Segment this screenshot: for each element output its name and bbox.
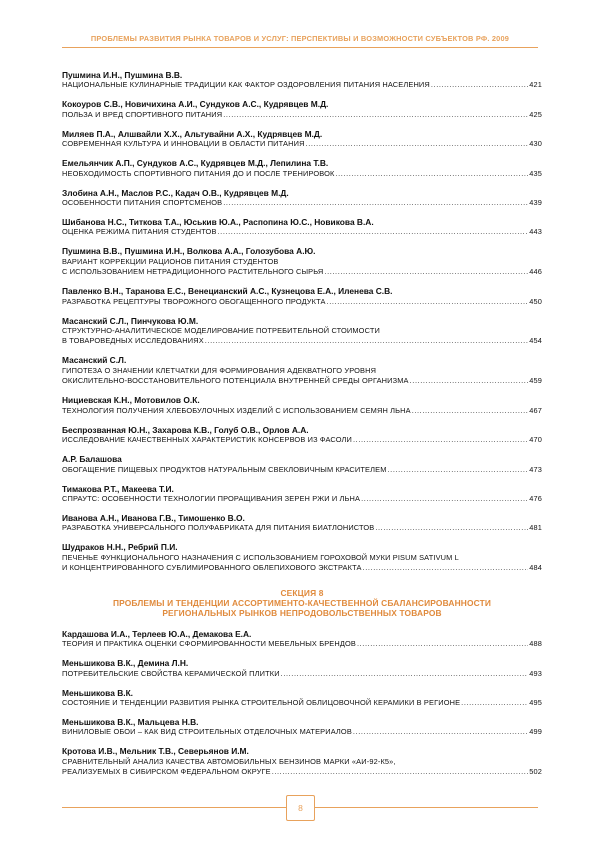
toc-entry-title-text: ТЕОРИЯ И ПРАКТИКА ОЦЕНКИ СФОРМИРОВАННОСТИ МЕБЕЛЬНЫХ БРЕНДОВ bbox=[62, 639, 356, 649]
toc-entry[interactable] bbox=[62, 513, 542, 534]
section-number: СЕКЦИЯ 8 bbox=[280, 587, 324, 598]
toc-entry-page-number: 484 bbox=[529, 563, 542, 573]
toc-entry-title-last-line bbox=[62, 110, 542, 120]
toc-entry-authors: Иванова А.Н., Иванова Г.В., Тимошенко В.О. bbox=[62, 512, 245, 523]
toc-entry[interactable] bbox=[62, 246, 542, 277]
toc-entry[interactable] bbox=[62, 425, 542, 446]
header-rule bbox=[62, 47, 538, 48]
toc-entry-title-last-line bbox=[62, 80, 542, 90]
toc-entry[interactable] bbox=[62, 129, 542, 150]
dot-leader bbox=[388, 465, 529, 475]
toc-entry[interactable] bbox=[62, 454, 542, 475]
toc-entry-title-text: И КОНЦЕНТРИРОВАННОГО СУБЛИМИРОВАННОГО ОБЛЕПИХОВОГО ЭКСТРАКТА bbox=[62, 563, 362, 573]
toc-entry-title-line: ВАРИАНТ КОРРЕКЦИИ РАЦИОНОВ ПИТАНИЯ СТУДЕНТОВ bbox=[62, 256, 279, 266]
toc-entry-authors: Шибанова Н.С., Титкова Т.А., Юськив Ю.А., Распопина Ю.С., Новикова В.А. bbox=[62, 217, 374, 228]
toc-entry-title-last-line bbox=[62, 406, 542, 416]
toc-entry-title-text: ВИНИЛОВЫЕ ОБОИ – КАК ВИД СТРОИТЕЛЬНЫХ ОТДЕЛОЧНЫХ МАТЕРИАЛОВ bbox=[62, 727, 352, 737]
toc-entry-title-last-line bbox=[62, 698, 542, 708]
toc-entry[interactable] bbox=[62, 70, 542, 91]
dot-leader bbox=[410, 376, 529, 386]
toc-entry-authors: Павленко В.Н., Таранова Е.С., Венецианский А.С., Кузнецова Е.А., Иленева С.В. bbox=[62, 286, 393, 297]
toc-entry-authors: А.Р. Балашова bbox=[62, 454, 122, 465]
toc-entry[interactable] bbox=[62, 316, 542, 347]
dot-leader bbox=[461, 698, 528, 708]
toc-entry-title-last-line bbox=[62, 435, 542, 445]
toc-entry-title-text: РАЗРАБОТКА УНИВЕРСАЛЬНОГО ПОЛУФАБРИКАТА ДЛЯ ПИТАНИЯ БИАТЛОНИСТОВ bbox=[62, 523, 375, 533]
toc-entry-page-number: 446 bbox=[529, 267, 542, 277]
toc-entry-authors: Пушмина В.В., Пушмина И.Н., Волкова А.А., Голозубова А.Ю. bbox=[62, 246, 316, 257]
toc-entry-page-number: 481 bbox=[529, 523, 542, 533]
toc-entry-title-last-line bbox=[62, 169, 542, 179]
toc-entry-page-number: 473 bbox=[529, 464, 542, 474]
table-of-contents bbox=[62, 70, 542, 786]
dot-leader bbox=[353, 727, 528, 737]
toc-entry-title-text: ПОТРЕБИТЕЛЬСКИЕ СВОЙСТВА КЕРАМИЧЕСКОЙ ПЛИТКИ bbox=[62, 668, 280, 678]
toc-entry-page-number: 443 bbox=[529, 227, 542, 237]
toc-entry-page-number: 488 bbox=[529, 639, 542, 649]
toc-entry-authors: Масанский С.Л., Пинчукова Ю.М. bbox=[62, 315, 199, 326]
toc-entry-authors: Емельянчик А.П., Сундуков А.С., Кудрявцев М.Д., Лепилина Т.В. bbox=[62, 158, 329, 169]
toc-entry[interactable] bbox=[62, 542, 542, 573]
toc-entry-authors: Кардашова И.А., Терлеев Ю.А., Демакова Е.А. bbox=[62, 628, 252, 639]
toc-entry-authors: Шудраков Н.Н., Ребрий П.И. bbox=[62, 542, 178, 553]
toc-entry-title-text: ИССЛЕДОВАНИЕ КАЧЕСТВЕННЫХ ХАРАКТЕРИСТИК КОНСЕРВОВ ИЗ ФАСОЛИ bbox=[62, 435, 353, 445]
toc-entry-page-number: 493 bbox=[529, 668, 542, 678]
toc-entries-group-a bbox=[62, 70, 542, 574]
toc-entry-title-last-line bbox=[62, 139, 542, 149]
section-heading bbox=[62, 588, 542, 619]
dot-leader bbox=[205, 336, 528, 346]
toc-entry-title-line: ПЕЧЕНЬЕ ФУНКЦИОНАЛЬНОГО НАЗНАЧЕНИЯ С ИСПОЛЬЗОВАНИЕМ ГОРОХОВОЙ МУКИ PISUM SATIVUM L bbox=[62, 552, 459, 562]
toc-entry-page-number: 476 bbox=[529, 493, 542, 503]
toc-entry-title-text: СОСТОЯНИЕ И ТЕНДЕНЦИИ РАЗВИТИЯ РЫНКА СТРОИТЕЛЬНОЙ ОБЛИЦОВОЧНОЙ КЕРАМИКИ В РЕГИОНЕ bbox=[62, 697, 461, 707]
toc-entry[interactable] bbox=[62, 355, 542, 386]
toc-entry-title-text: ОКИСЛИТЕЛЬНО-ВОССТАНОВИТЕЛЬНОГО ПОТЕНЦИАЛА ВНУТРЕННЕЙ СРЕДЫ ОРГАНИЗМА bbox=[62, 376, 409, 386]
toc-entry-title-text: С ИСПОЛЬЗОВАНИЕМ НЕТРАДИЦИОННОГО РАСТИТЕЛЬНОГО СЫРЬЯ bbox=[62, 267, 324, 277]
toc-entry-title-text: ОБОГАЩЕНИЕ ПИЩЕВЫХ ПРОДУКТОВ НАТУРАЛЬНЫМ СВЕКЛОВИЧНЫМ КРАСИТЕЛЕМ bbox=[62, 464, 387, 474]
toc-entry-page-number: 495 bbox=[529, 697, 542, 707]
toc-entry-title-last-line bbox=[62, 267, 542, 277]
toc-entry-page-number: 425 bbox=[529, 109, 542, 119]
toc-entry-title-last-line bbox=[62, 727, 542, 737]
toc-entry-page-number: 502 bbox=[529, 767, 542, 777]
dot-leader bbox=[223, 198, 528, 208]
toc-entry-authors: Беспрозванная Ю.Н., Захарова К.В., Голуб О.В., Орлов А.А. bbox=[62, 424, 309, 435]
dot-leader bbox=[327, 297, 529, 307]
toc-entry-title-line: ГИПОТЕЗА О ЗНАЧЕНИИ КЛЕТЧАТКИ ДЛЯ ФОРМИРОВАНИЯ АДЕКВАТНОГО УРОВНЯ bbox=[62, 365, 377, 375]
toc-entry-title-text: СПРАУТС: ОСОБЕННОСТИ ТЕХНОЛОГИИ ПРОРАЩИВАНИЯ ЗЕРЕН РЖИ И ЛЬНА bbox=[62, 493, 361, 503]
toc-entry[interactable] bbox=[62, 746, 542, 777]
toc-entry-authors: Миляев П.А., Алшвайли Х.Х., Альтувайни А.Х., Кудрявцев М.Д. bbox=[62, 128, 323, 139]
toc-entry-page-number: 435 bbox=[529, 168, 542, 178]
dot-leader bbox=[361, 494, 528, 504]
toc-entry-authors: Масанский С.Л. bbox=[62, 355, 127, 366]
toc-entry-title-last-line bbox=[62, 376, 542, 386]
toc-entry-title-text: В ТОВАРОВЕДНЫХ ИССЛЕДОВАНИЯХ bbox=[62, 336, 204, 346]
toc-entry-title-last-line bbox=[62, 639, 542, 649]
dot-leader bbox=[335, 169, 528, 179]
toc-entry-authors: Меньшикова В.К., Демина Л.Н. bbox=[62, 658, 189, 669]
dot-leader bbox=[218, 227, 529, 237]
running-header: ПРОБЛЕМЫ РАЗВИТИЯ РЫНКА ТОВАРОВ И УСЛУГ: ПЕРСПЕКТИВЫ И ВОЗМОЖНОСТИ СУБЪЕКТОВ РФ. 2009 bbox=[90, 34, 510, 43]
toc-entry-title-last-line bbox=[62, 465, 542, 475]
toc-entry-title-text: РАЗРАБОТКА РЕЦЕПТУРЫ ТВОРОЖНОГО ОБОГАЩЕННОГО ПРОДУКТА bbox=[62, 296, 326, 306]
toc-entry-authors: Меньшикова В.К. bbox=[62, 687, 134, 698]
section-title-line-2: РЕГИОНАЛЬНЫХ РЫНКОВ НЕПРОДОВОЛЬСТВЕННЫХ ТОВАРОВ bbox=[162, 608, 442, 619]
toc-entry-page-number: 470 bbox=[529, 435, 542, 445]
toc-entry-title-text: НАЦИОНАЛЬНЫЕ КУЛИНАРНЫЕ ТРАДИЦИИ КАК ФАКТОР ОЗДОРОВЛЕНИЯ ПИТАНИЯ НАСЕЛЕНИЯ bbox=[62, 80, 430, 90]
dot-leader bbox=[375, 523, 528, 533]
toc-entry-title-line: СТРУКТУРНО-АНАЛИТИЧЕСКОЕ МОДЕЛИРОВАНИЕ ПОТРЕБИТЕЛЬНОЙ СТОИМОСТИ bbox=[62, 326, 380, 336]
toc-entry[interactable] bbox=[62, 395, 542, 416]
toc-entry-authors: Меньшикова В.К., Мальцева Н.В. bbox=[62, 716, 199, 727]
toc-entry[interactable] bbox=[62, 217, 542, 238]
toc-entry-title-last-line bbox=[62, 494, 542, 504]
toc-entry[interactable] bbox=[62, 188, 542, 209]
toc-entry-title-last-line bbox=[62, 669, 542, 679]
toc-entry-title-line: СРАВНИТЕЛЬНЫЙ АНАЛИЗ КАЧЕСТВА АВТОМОБИЛЬНЫХ БЕНЗИНОВ МАРКИ «АИ-92-К5», bbox=[62, 756, 396, 766]
dot-leader bbox=[223, 110, 528, 120]
dot-leader bbox=[272, 767, 529, 777]
dot-leader bbox=[412, 406, 529, 416]
toc-entry-title-last-line bbox=[62, 297, 542, 307]
toc-entry-page-number: 454 bbox=[529, 336, 542, 346]
dot-leader bbox=[363, 563, 529, 573]
section-title-line-1: ПРОБЛЕМЫ И ТЕНДЕНЦИИ АССОРТИМЕНТО-КАЧЕСТВЕННОЙ СБАЛАНСИРОВАННОСТИ bbox=[112, 597, 492, 608]
toc-entry-title-last-line bbox=[62, 523, 542, 533]
toc-entry[interactable] bbox=[62, 717, 542, 738]
toc-entry-page-number: 499 bbox=[529, 727, 542, 737]
toc-entry-title-text: ОЦЕНКА РЕЖИМА ПИТАНИЯ СТУДЕНТОВ bbox=[62, 227, 217, 237]
dot-leader bbox=[324, 267, 528, 277]
toc-entry-title-text: РЕАЛИЗУЕМЫХ В СИБИРСКОМ ФЕДЕРАЛЬНОМ ОКРУГЕ bbox=[62, 767, 271, 777]
footer-rule-left bbox=[62, 807, 286, 808]
toc-entry-title-last-line bbox=[62, 198, 542, 208]
toc-entry-title-text: ОСОБЕННОСТИ ПИТАНИЯ СПОРТСМЕНОВ bbox=[62, 198, 223, 208]
toc-entry-page-number: 421 bbox=[529, 80, 542, 90]
toc-entry-authors: Кротова И.В., Мельник Т.В., Северьянов И.М. bbox=[62, 746, 249, 757]
dot-leader bbox=[357, 639, 528, 649]
toc-entry-authors: Тимакова Р.Т., Макеева Т.И. bbox=[62, 483, 174, 494]
toc-entry-title-last-line bbox=[62, 563, 542, 573]
toc-entry-page-number: 459 bbox=[529, 376, 542, 386]
toc-entry-authors: Нициевская К.Н., Мотовилов О.К. bbox=[62, 395, 200, 406]
toc-entry-page-number: 430 bbox=[529, 139, 542, 149]
toc-entry-title-text: ПОЛЬЗА И ВРЕД СПОРТИВНОГО ПИТАНИЯ bbox=[62, 109, 223, 119]
footer-rule-right bbox=[315, 807, 538, 808]
toc-entry-authors: Кокоуров С.В., Новичихина А.И., Сундуков А.С., Кудрявцев М.Д. bbox=[62, 99, 329, 110]
toc-entry[interactable] bbox=[62, 99, 542, 120]
toc-entry-title-last-line bbox=[62, 336, 542, 346]
toc-entry-page-number: 439 bbox=[529, 198, 542, 208]
dot-leader bbox=[431, 80, 528, 90]
toc-entry-title-text: ТЕХНОЛОГИЯ ПОЛУЧЕНИЯ ХЛЕБОБУЛОЧНЫХ ИЗДЕЛИЙ С ИСПОЛЬЗОВАНИЕМ СЕМЯН ЛЬНА bbox=[62, 405, 411, 415]
toc-entry-authors: Злобина А.Н., Маслов Р.С., Кадач О.В., Кудрявцев М.Д. bbox=[62, 187, 289, 198]
toc-entry[interactable] bbox=[62, 484, 542, 505]
toc-entry[interactable] bbox=[62, 286, 542, 307]
toc-entry[interactable] bbox=[62, 658, 542, 679]
toc-entry-title-last-line bbox=[62, 227, 542, 237]
toc-entry[interactable] bbox=[62, 158, 542, 179]
toc-entry[interactable] bbox=[62, 688, 542, 709]
toc-entry-title-last-line bbox=[62, 767, 542, 777]
toc-entry-title-text: НЕОБХОДИМОСТЬ СПОРТИВНОГО ПИТАНИЯ ДО И ПОСЛЕ ТРЕНИРОВОК bbox=[62, 168, 335, 178]
toc-entry-page-number: 467 bbox=[529, 405, 542, 415]
page-number: 8 bbox=[286, 795, 315, 821]
dot-leader bbox=[306, 139, 529, 149]
dot-leader bbox=[353, 435, 528, 445]
toc-entries-group-b bbox=[62, 629, 542, 778]
toc-entry-authors: Пушмина И.Н., Пушмина В.В. bbox=[62, 70, 183, 80]
dot-leader bbox=[281, 669, 529, 679]
toc-entry-page-number: 450 bbox=[529, 296, 542, 306]
toc-entry-title-text: СОВРЕМЕННАЯ КУЛЬТУРА И ИННОВАЦИИ В ОБЛАСТИ ПИТАНИЯ bbox=[62, 139, 305, 149]
toc-entry[interactable] bbox=[62, 629, 542, 650]
